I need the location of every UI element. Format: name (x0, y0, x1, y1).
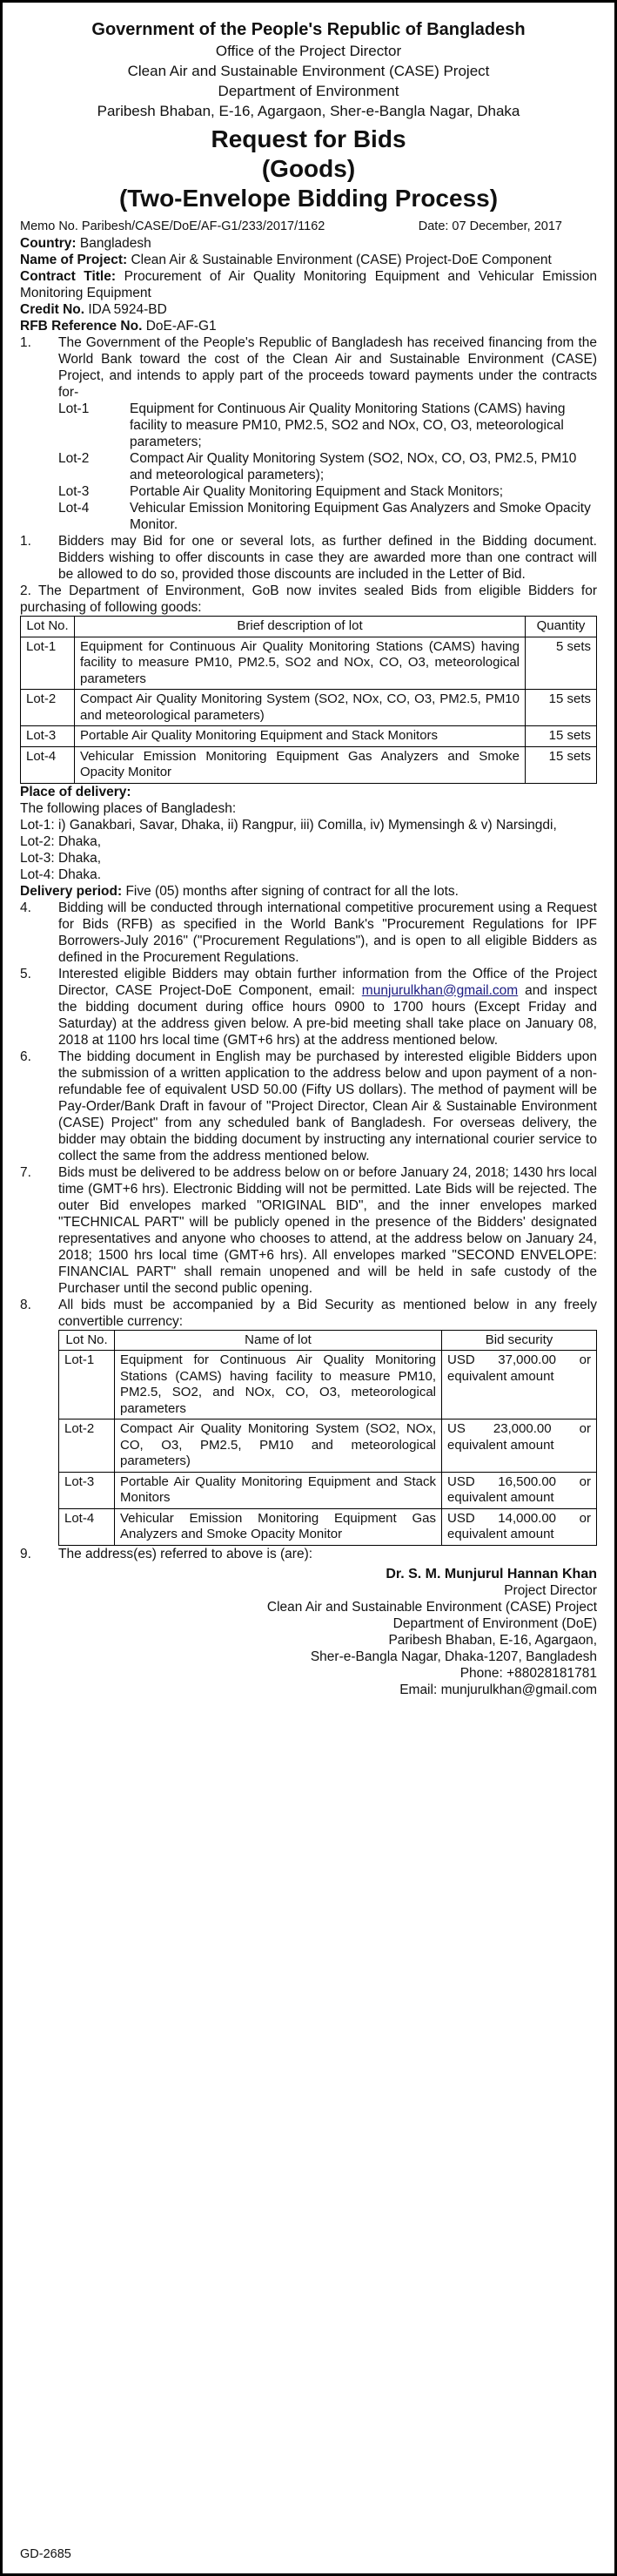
table-row (59, 1472, 597, 1508)
header (20, 18, 597, 213)
paragraph-6 (20, 1049, 597, 1164)
lot-text: Compact Air Quality Monitoring System (SO2, NOx, CO, O3, PM2.5, PM10 and meteorological parameters); (130, 451, 577, 482)
quantity-cell: 15 sets (526, 746, 597, 783)
column-header: Brief description of lot (75, 617, 526, 637)
credit-value: IDA 5924-BD (88, 302, 167, 317)
paragraph-text-part: and inspect the bidding document during office hours 0900 to 1700 hours (Except Friday and Saturday) at the address given below. A pre-bid meeting shall take place on January 08, 2018 at 1100 hrs local time (GMT+6 hrs) at the address mentioned below. (58, 982, 598, 1048)
rfb-label: RFB Reference No. (20, 319, 143, 334)
table-row (21, 637, 597, 690)
delivery-period-line (20, 883, 597, 900)
lot-name-cell: Equipment for Continuous Air Quality Monitoring Stations (CAMS) having facility to measure PM10, PM2.5, SO2, and NOx, CO, O3, meteorological parameters (115, 1351, 442, 1419)
title-bidding-process: (Two-Envelope Bidding Process) (118, 185, 499, 212)
lot-cell: Lot-1 (59, 1351, 115, 1419)
column-header: Bid security (442, 1330, 597, 1351)
paragraph-7 (20, 1164, 597, 1297)
paragraph-4 (20, 900, 597, 966)
lot-cell: Lot-3 (59, 1472, 115, 1508)
lot-name-cell: Portable Air Quality Monitoring Equipment and Stack Monitors (115, 1472, 442, 1508)
delivery-section (20, 784, 597, 900)
delivery-period-label: Delivery period: (20, 883, 123, 899)
country-value: Bangladesh (79, 236, 151, 251)
bid-security-table (58, 1330, 597, 1546)
table-row (21, 690, 597, 726)
project-name: Clean Air and Sustainable Environment (CASE) Project (127, 63, 490, 79)
paragraph-5 (20, 966, 597, 1049)
security-cell: USD 37,000.00 or equivalent amount (442, 1351, 597, 1419)
project-value: Clean Air & Sustainable Environment (CASE) Project-DoE Component (131, 253, 552, 267)
email-link[interactable]: munjurulkhan@gmail.com (361, 982, 519, 998)
memo-number: Memo No. Paribesh/CASE/DoE/AF-G1/233/2017/1162 (20, 219, 325, 233)
table-row (21, 746, 597, 783)
lot-item (58, 401, 597, 450)
lot-number: Lot-2 (58, 451, 90, 466)
description-cell: Portable Air Quality Monitoring Equipment and Stack Monitors (75, 726, 526, 747)
project-label: Name of Project: (20, 253, 128, 267)
bid-security-table-wrap (58, 1330, 597, 1546)
title-goods: (Goods) (261, 155, 356, 182)
signatory-address-2: Sher-e-Bangla Nagar, Dhaka-1207, Bangladesh (310, 1649, 597, 1664)
paragraph-text (58, 966, 597, 1049)
quantity-cell: 5 sets (526, 637, 597, 690)
paragraph-number: 1. (20, 534, 31, 549)
lot-text: Portable Air Quality Monitoring Equipment and Stack Monitors; (130, 484, 504, 499)
contract-label: Contract Title: (20, 269, 117, 284)
signatory-email-line (20, 1682, 597, 1698)
credit-line (20, 301, 597, 318)
table-row (59, 1419, 597, 1473)
lot-text: Equipment for Continuous Air Quality Monitoring Stations (CAMS) having facility to measure PM10, PM2.5, SO2 and NOx, CO, O3, meteorological parameters; (130, 401, 566, 449)
paragraph-8 (20, 1297, 597, 1330)
delivery-place-label: Place of delivery: (20, 784, 131, 799)
country-line (20, 235, 597, 252)
country-label: Country: (20, 236, 77, 251)
paragraph-number: 5. (20, 966, 31, 981)
column-header: Name of lot (115, 1330, 442, 1351)
memo-date: Date: 07 December, 2017 (418, 219, 562, 233)
signatory-email[interactable]: munjurulkhan@gmail.com (440, 1682, 597, 1697)
lot-number: Lot-3 (58, 484, 90, 499)
lot-text: Vehicular Emission Monitoring Equipment Gas Analyzers and Smoke Opacity Monitor. (130, 501, 591, 532)
paragraph-9 (20, 1546, 597, 1562)
paragraph-1b (20, 533, 597, 583)
delivery-period-value: Five (05) months after signing of contract for all the lots. (125, 883, 459, 899)
contract-value: Procurement of Air Quality Monitoring Equipment and Vehicular Emission Monitoring Equipment (20, 269, 597, 300)
rfb-line (20, 318, 597, 334)
lot-cell: Lot-4 (59, 1508, 115, 1545)
lot-number: Lot-1 (58, 401, 90, 416)
office-address: Paribesh Bhaban, E-16, Agargaon, Sher-e-Bangla Nagar, Dhaka (97, 103, 520, 119)
rfb-value: DoE-AF-G1 (145, 319, 217, 334)
paragraph-number: 9. (20, 1546, 31, 1561)
signatory-address-1: Paribesh Bhaban, E-16, Agargaon, (388, 1632, 597, 1648)
table-header-row (59, 1330, 597, 1351)
description-cell: Compact Air Quality Monitoring System (SO2, NOx, CO, O3, PM2.5, PM10 and meteorological parameters) (75, 690, 526, 726)
signatory-project: Clean Air and Sustainable Environment (CASE) Project (266, 1599, 597, 1615)
paragraph-text: The bidding document in English may be purchased by interested eligible Bidders upon the submission of a written application to the address below and upon payment of a non-refundable fee of equivalent USD 50.00 (Fifty US dollars). The method of payment will be Pay-Order/Bank Draft in favour of "Project Director, Clean Air & Sustainable Environment (CASE) Project" from any scheduled bank of Bangladesh. For overseas delivery, the bidder may obtain the bidding document by instructing any international courier service to collect the same from the address mentioned below. (58, 1049, 597, 1163)
paragraph-number: 7. (20, 1164, 31, 1180)
project-line (20, 252, 597, 268)
lot-item (58, 450, 597, 483)
delivery-lot3: Lot-3: Dhaka, (20, 850, 102, 866)
memo-row (20, 219, 597, 235)
quantity-cell: 15 sets (526, 726, 597, 747)
signatory-name: Dr. S. M. Munjurul Hannan Khan (386, 1566, 597, 1581)
paragraph-1 (20, 334, 597, 401)
delivery-lot1: Lot-1: i) Ganakbari, Savar, Dhaka, ii) Rangpur, iii) Comilla, iv) Mymensingh & v) Narsingdi, (20, 817, 557, 833)
lot-number: Lot-4 (58, 501, 90, 516)
lot-cell: Lot-3 (21, 726, 75, 747)
signatory-dept: Department of Environment (DoE) (392, 1615, 597, 1631)
goods-table (20, 616, 597, 784)
column-header: Quantity (526, 617, 597, 637)
delivery-lot4: Lot-4: Dhaka. (20, 867, 102, 882)
lot-cell: Lot-4 (21, 746, 75, 783)
table-row (21, 726, 597, 747)
security-cell: USD 14,000.00 or equivalent amount (442, 1508, 597, 1545)
lot-item (58, 500, 597, 533)
paragraph-text: Bidders may Bid for one or several lots, as further defined in the Bidding document. Bidders wishing to offer discounts in case they are awarded more than one contract will be allowed to do so, provided those discounts are included in the Letter of Bid. (58, 534, 597, 582)
table-row (59, 1508, 597, 1545)
title-request-for-bids: Request for Bids (211, 125, 406, 152)
paragraph-2: 2. The Department of Environment, GoB now invites sealed Bids from eligible Bidders for purchasing of following goods: (20, 583, 597, 615)
department-name: Department of Environment (218, 83, 399, 99)
office-name: Office of the Project Director (215, 43, 402, 59)
paragraph-text: The Government of the People's Republic of Bangladesh has received financing from the World Bank toward the cost of the Clean Air and Sustainable Environment (CASE) Project, and intends to apply part of the proceeds toward payments under the contracts for- (58, 335, 597, 400)
table-header-row (21, 617, 597, 637)
column-header: Lot No. (59, 1330, 115, 1351)
lot-name-cell: Vehicular Emission Monitoring Equipment Gas Analyzers and Smoke Opacity Monitor (115, 1508, 442, 1545)
security-cell: US 23,000.00 or equivalent amount (442, 1419, 597, 1473)
paragraph-text-part: Interested eligible Bidders may obtain further information from the Office of the Project Director, CASE Project-DoE Component, email: (58, 966, 597, 998)
signatory-title: Project Director (504, 1582, 597, 1598)
paragraph-text: All bids must be accompanied by a Bid Security as mentioned below in any freely convertible currency: (58, 1297, 597, 1329)
lot-cell: Lot-2 (59, 1419, 115, 1473)
government-name: Government of the People's Republic of Bangladesh (91, 20, 526, 39)
paragraph-text: Bids must be delivered to be address below on or before January 24, 2018; 1430 hrs local time (GMT+6 hrs). Electronic Bidding will not be permitted. Late Bids will be rejected. The outer Bid envelopes marked "ORIGINAL BID", and the inner envelopes marked "TECHNICAL PART" will be publicly opened in the presence of the Bidders' designated representatives and anyone who chooses to attend, at the address below on January 24, 2018; 1500 hrs local time (GMT+6 hrs). All envelopes marked "SECOND ENVELOPE: FINANCIAL PART" shall remain unopened and will be held in safe custody of the Purchaser until the second public opening. (58, 1164, 597, 1296)
email-label: Email: (399, 1682, 438, 1697)
delivery-intro: The following places of Bangladesh: (20, 800, 237, 816)
paragraph-number: 1. (20, 335, 31, 350)
contract-line (20, 268, 597, 301)
lot-cell: Lot-1 (21, 637, 75, 690)
quantity-cell: 15 sets (526, 690, 597, 726)
paragraph-number: 4. (20, 900, 31, 915)
description-cell: Equipment for Continuous Air Quality Monitoring Stations (CAMS) having facility to measure PM10, PM2.5, SO2 and NOx, CO, O3, meteorological parameters (75, 637, 526, 690)
lot-cell: Lot-2 (21, 690, 75, 726)
lot-name-cell: Compact Air Quality Monitoring System (SO2, NOx, CO, O3, PM2.5, PM10 and meteorological parameters) (115, 1419, 442, 1473)
signature-block (20, 1566, 597, 1698)
paragraph-text: Bidding will be conducted through international competitive procurement using a Request for Bids (RFB) as specified in the World Bank's "Procurement Regulations for IPF Borrowers-July 2016" ("Procurement Regulations"), and is open to all eligible Bidders as defined in the Procurement Regulations. (58, 900, 597, 965)
delivery-lot2: Lot-2: Dhaka, (20, 833, 102, 849)
lot-item (58, 483, 597, 500)
signatory-phone: Phone: +88028181781 (459, 1665, 597, 1681)
description-cell: Vehicular Emission Monitoring Equipment Gas Analyzers and Smoke Opacity Monitor (75, 746, 526, 783)
paragraph-number: 8. (20, 1297, 31, 1312)
paragraph-number: 6. (20, 1049, 31, 1064)
paragraph-text: The address(es) referred to above is (are): (58, 1546, 313, 1561)
footer-code: GD-2685 (20, 2547, 71, 2561)
column-header: Lot No. (21, 617, 75, 637)
table-row (59, 1351, 597, 1419)
security-cell: USD 16,500.00 or equivalent amount (442, 1472, 597, 1508)
credit-label: Credit No. (20, 302, 85, 317)
